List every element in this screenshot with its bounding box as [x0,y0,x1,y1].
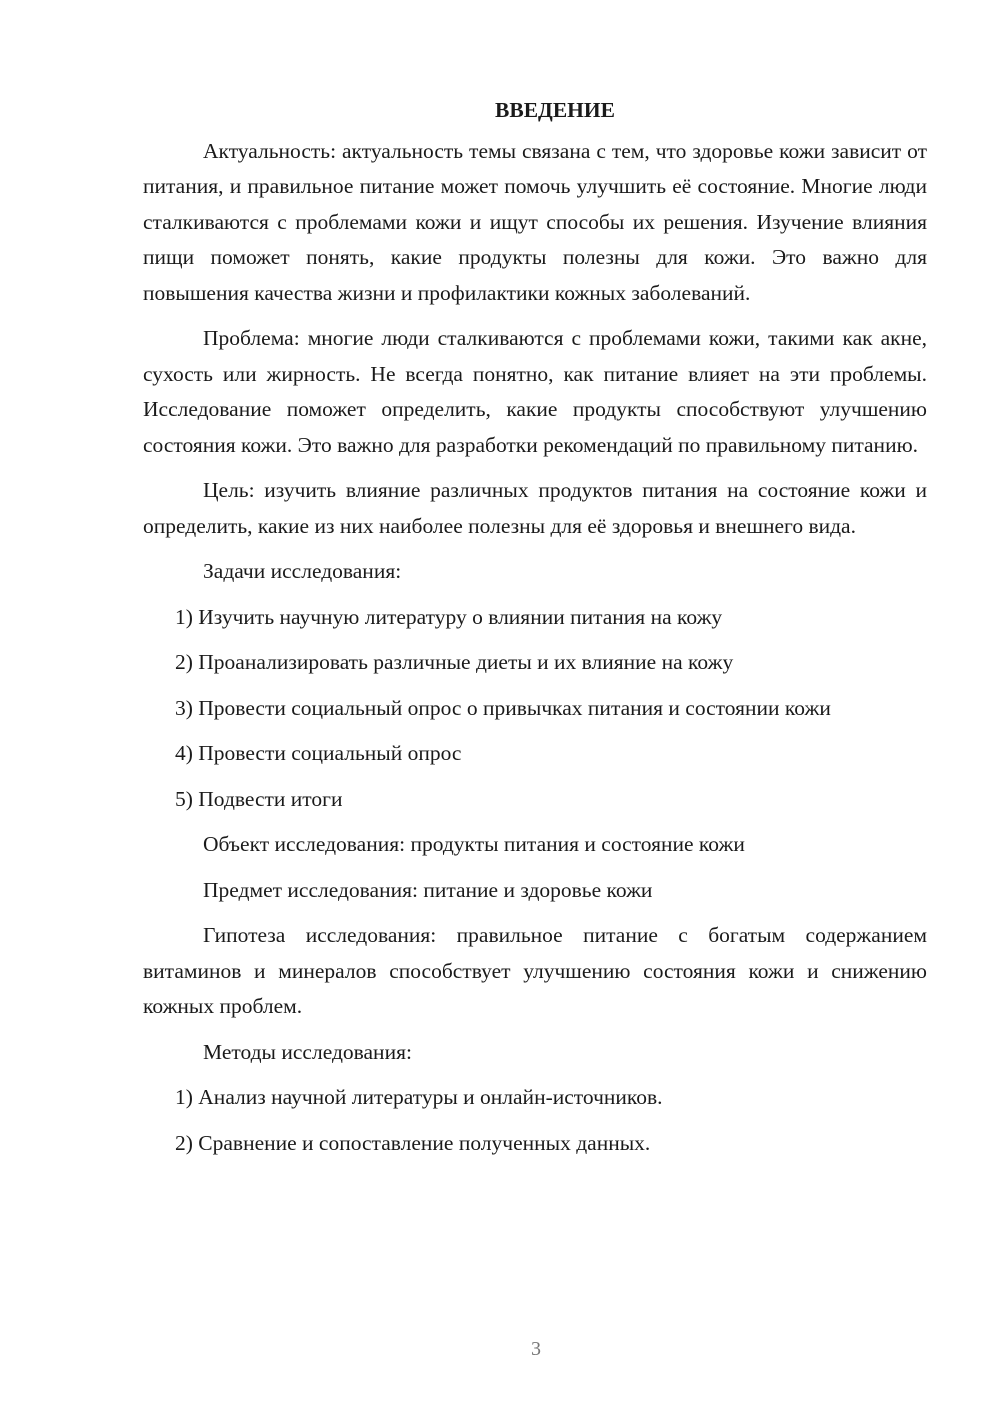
method-item: 1) Анализ научной литературы и онлайн-источников. [175,1085,663,1109]
problem-paragraph: Проблема: многие люди сталкиваются с проблемами кожи, такими как акне, сухость или жирность. Не всегда понятно, как питание влияет на эти проблемы. Исследование поможет определить, какие продукты способствуют улучшению состояния кожи. Это важно для разработки рекомендаций по правильному питанию. [143,326,927,457]
task-item: 5) Подвести итоги [175,786,343,811]
task-item: 4) Провести социальный опрос [175,741,462,765]
research-subject: Предмет исследования: питание и здоровье кожи [203,877,653,902]
page-number: 3 [531,1338,541,1360]
hypothesis-paragraph: Гипотеза исследования: правильное питание с богатым содержанием витаминов и минералов способствует улучшению состояния кожи и снижению кожных проблем. [143,923,927,1018]
page-content [143,93,927,1171]
goal-paragraph: Цель: изучить влияние различных продуктов питания на состояние кожи и определить, какие из них наиболее полезны для её здоровья и внешнего вида. [143,478,927,538]
task-item: 3) Провести социальный опрос о привычках питания и состоянии кожи [175,695,831,720]
relevance-paragraph: Актуальность: актуальность темы связана с тем, что здоровье кожи зависит от питания, и правильное питание может помочь улучшить её состояние. Многие люди сталкиваются с проблемами кожи и ищут способы их решения. Изучение влияния пищи поможет понять, какие продукты полезны для кожи. Это важно для повышения качества жизни и профилактики кожных заболеваний. [143,138,927,305]
section-heading: ВВЕДЕНИЕ [495,98,615,122]
methods-title: Методы исследования: [203,1039,412,1064]
tasks-title: Задачи исследования: [203,559,402,583]
task-item: 2) Проанализировать различные диеты и их влияние на кожу [175,650,734,674]
research-object: Объект исследования: продукты питания и состояние кожи [203,832,745,856]
task-item: 1) Изучить научную литературу о влиянии питания на кожу [175,604,723,629]
method-item: 2) Сравнение и сопоставление полученных данных. [175,1130,651,1155]
